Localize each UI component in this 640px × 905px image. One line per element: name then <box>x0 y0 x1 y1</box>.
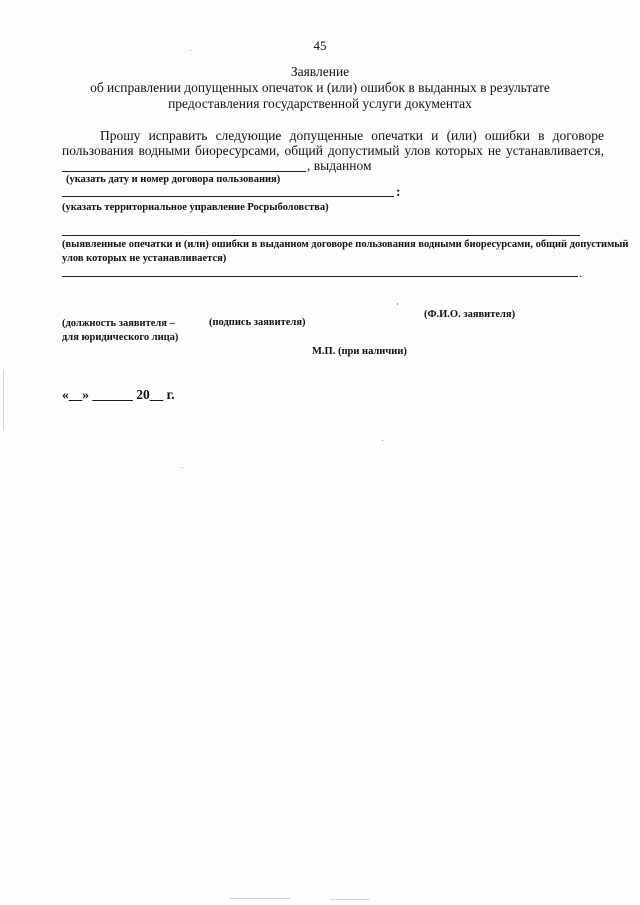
stamp-label: М.П. (при наличии) <box>312 346 407 357</box>
request-text-line-2: пользования водными биоресурсами, общий допустимый улов которых не устанавливается, <box>62 143 604 158</box>
department-field-line[interactable] <box>62 196 394 197</box>
document-title: Заявление <box>290 64 350 79</box>
scan-edge-mark <box>330 899 370 900</box>
applicant-signature-label: (подпись заявителя) <box>209 317 306 328</box>
issued-suffix: , выданном <box>307 158 372 173</box>
errors-field-line-2[interactable] <box>62 276 578 277</box>
date-line[interactable]: «__» ______ 20__ г. <box>62 387 175 402</box>
department-colon: : <box>396 184 401 199</box>
errors-field-line-1[interactable] <box>62 235 580 236</box>
errors-field-hint-line-2: улов которых не устанавливается) <box>62 253 227 264</box>
contract-field-hint: (указать дату и номер договора пользования) <box>66 174 281 185</box>
applicant-position-label-line-1: (должность заявителя – <box>62 318 175 329</box>
scan-edge-mark <box>3 370 4 430</box>
errors-period: . <box>579 265 583 280</box>
request-text-line-1: Прошу исправить следующие допущенные опечатки и (или) ошибки в договоре <box>100 128 604 143</box>
scan-speck <box>182 467 183 468</box>
scan-edge-mark <box>230 898 290 899</box>
errors-field-hint-line-1: (выявленные опечатки и (или) ошибки в выданном договоре пользования водными биоресурсами, общий допустимый <box>62 239 629 250</box>
page-number: 45 <box>313 38 327 53</box>
applicant-position-label-line-2: для юридического лица) <box>62 332 179 343</box>
contract-field-line[interactable] <box>62 171 306 172</box>
department-field-hint: (указать территориальное управление Росрыболовства) <box>62 202 329 213</box>
document-subtitle-line-2: предоставления государственной услуги документах <box>168 96 472 111</box>
scan-speck <box>190 50 191 51</box>
applicant-name-label: (Ф.И.О. заявителя) <box>424 309 516 320</box>
scan-speck <box>382 440 383 441</box>
scan-speck <box>397 303 398 305</box>
document-subtitle-line-1: об исправлении допущенных опечаток и (или) ошибок в выданных в результате <box>90 80 550 95</box>
